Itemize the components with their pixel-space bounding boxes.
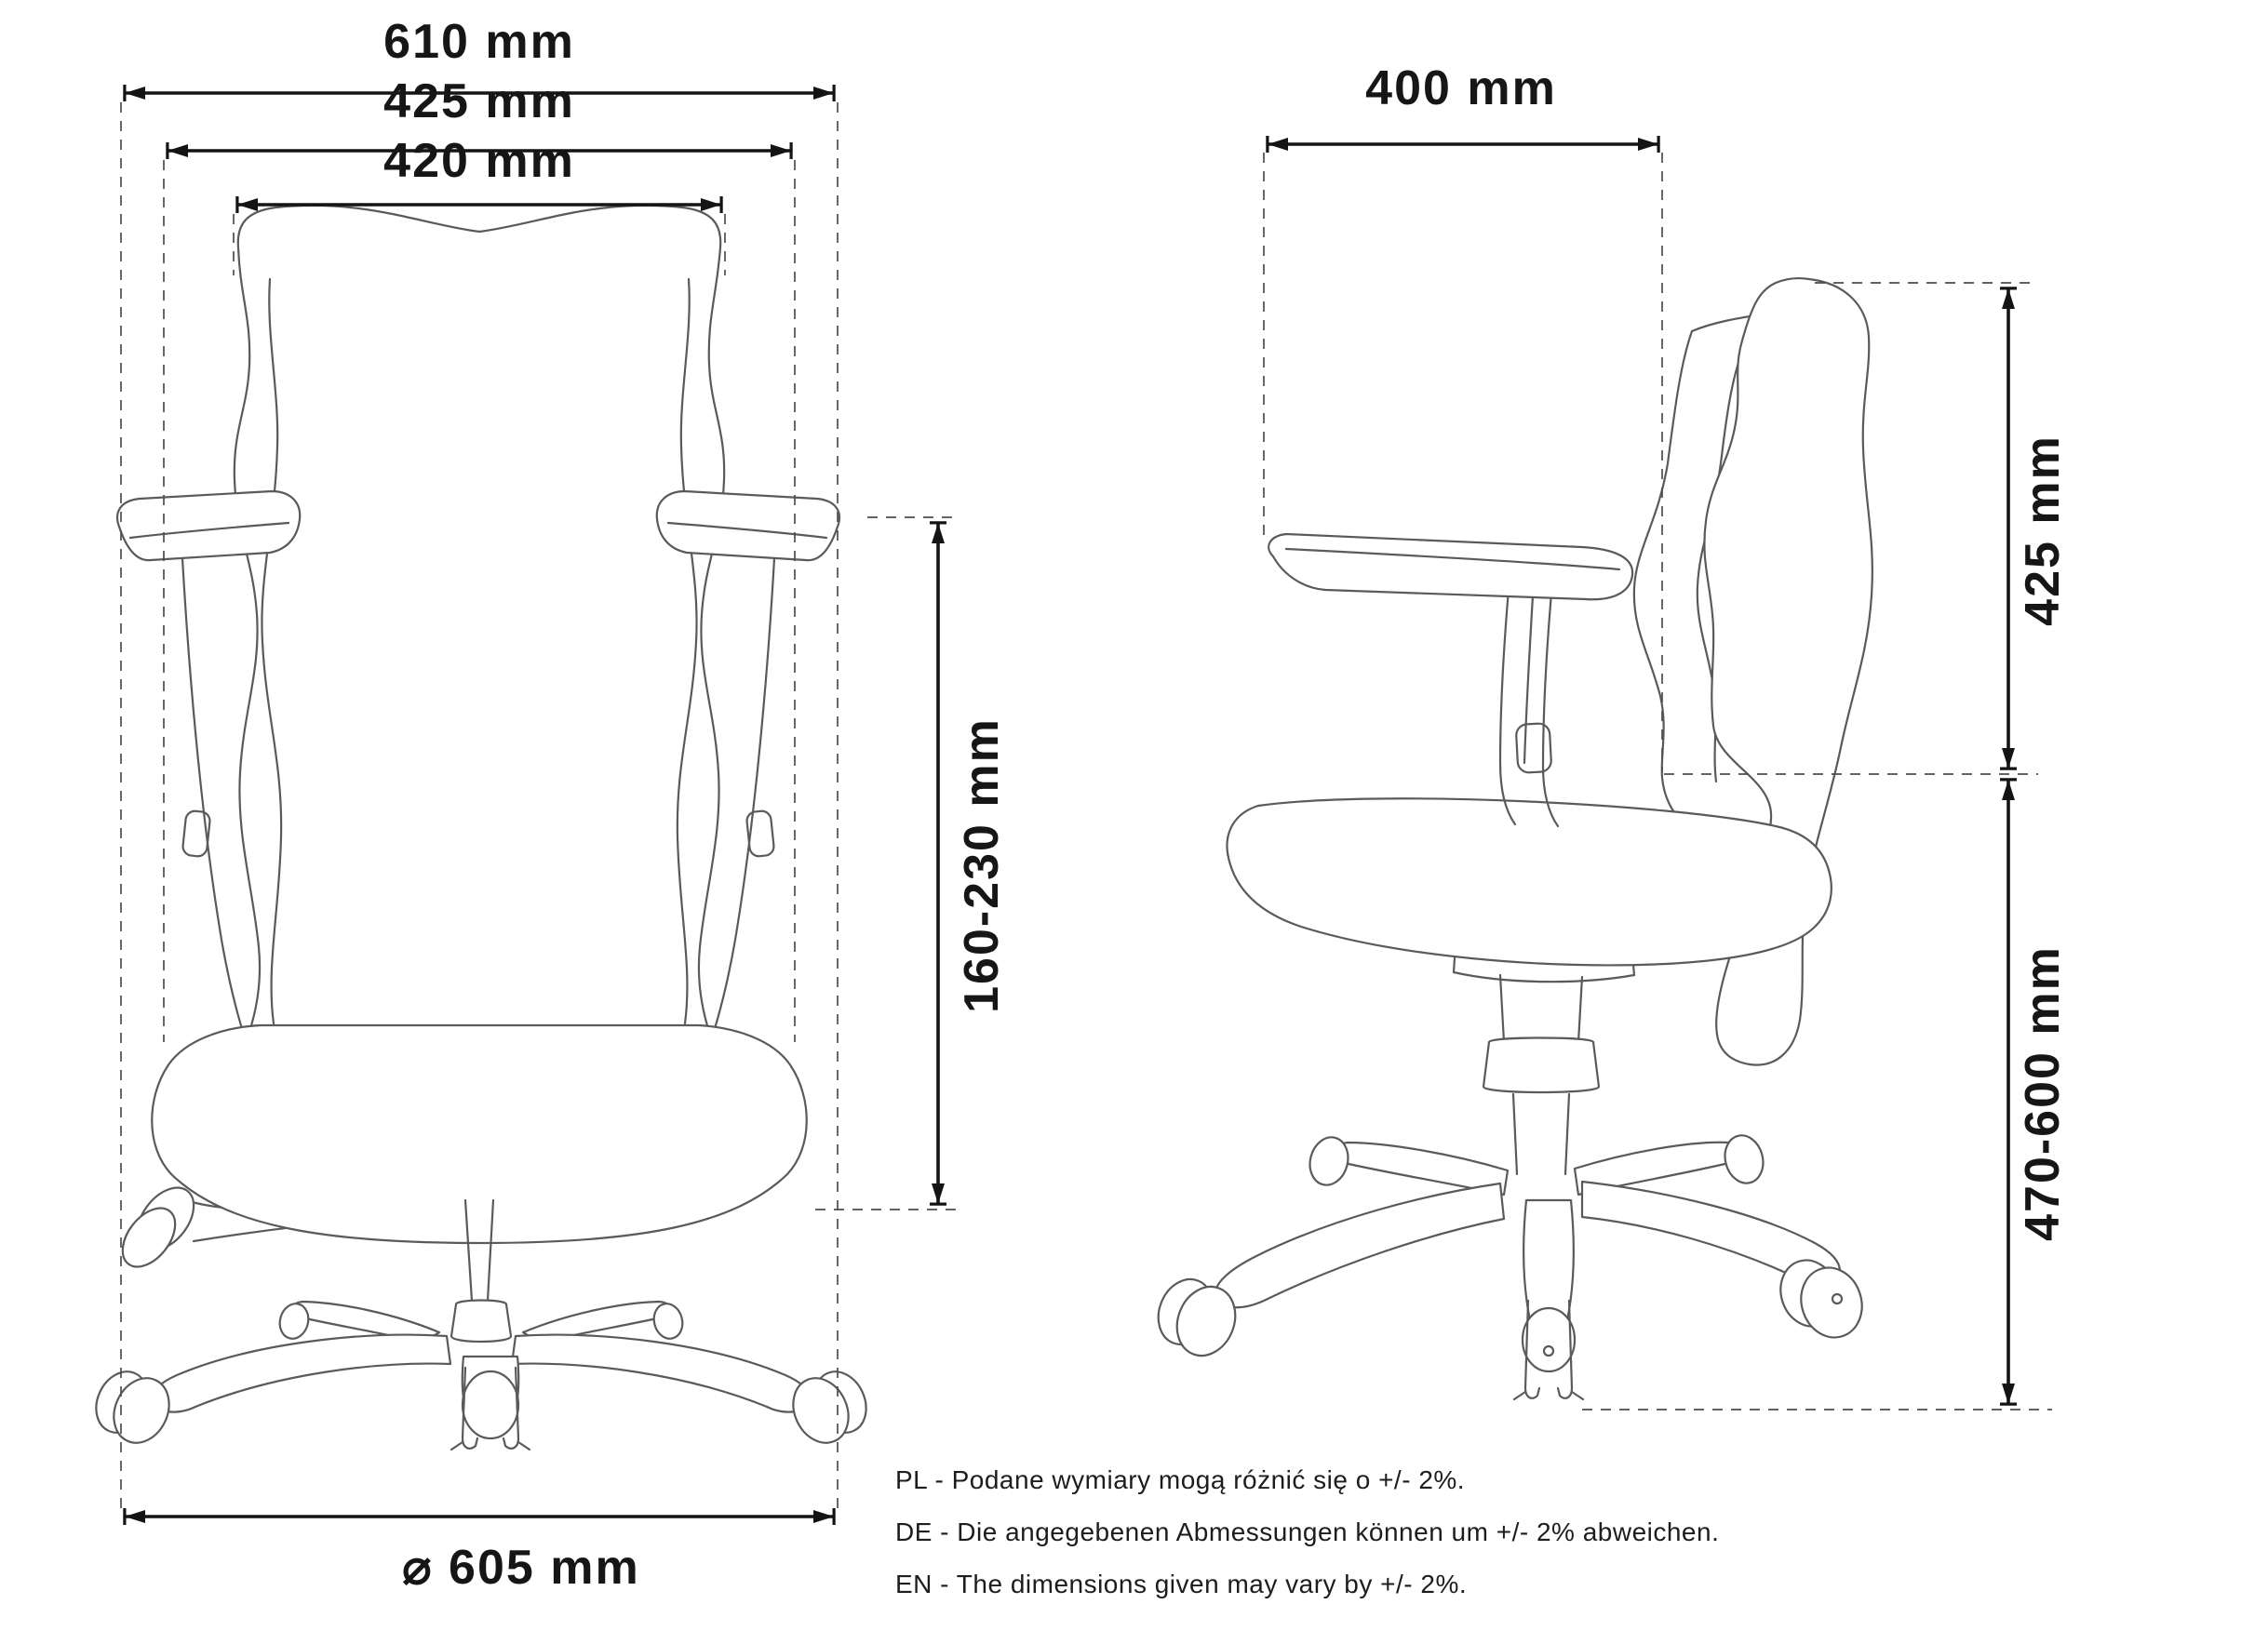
dim-base-diameter	[125, 1517, 834, 1595]
dim-label-overall-width: 610 mm	[383, 15, 575, 69]
front-view-drawing	[87, 206, 876, 1452]
dim-label-base-diameter: ⌀ 605 mm	[402, 1541, 640, 1595]
footnote-pl: PL - Podane wymiary mogą różnić się o +/- 2%.	[895, 1465, 1466, 1494]
footnote-de: DE - Die angegebenen Abmessungen können um +/- 2% abweichen.	[895, 1517, 1720, 1546]
side-view-drawing	[1149, 278, 1872, 1399]
dim-backrest-width	[237, 134, 721, 205]
side-armrest	[1268, 534, 1632, 826]
front-seat	[152, 1025, 807, 1243]
front-left-armrest-pad	[117, 491, 300, 560]
dim-label-armrest-height: 160-230 mm	[955, 717, 1009, 1013]
dim-label-backrest-height: 425 mm	[2016, 434, 2070, 626]
front-right-armrest-pad	[657, 491, 839, 560]
dim-seat-height	[2008, 780, 2070, 1404]
footnote-en: EN - The dimensions given may vary by +/- 2%.	[895, 1570, 1468, 1598]
side-seat	[1227, 798, 1831, 965]
footnotes	[895, 1465, 1719, 1598]
dim-label-seat-depth: 400 mm	[1365, 61, 1557, 115]
dim-backrest-height	[2008, 288, 2070, 769]
dim-label-seat-width: 425 mm	[383, 74, 575, 128]
dim-label-seat-height: 470-600 mm	[2016, 945, 2070, 1241]
dim-armrest-height	[938, 523, 1009, 1204]
dim-seat-depth	[1268, 61, 1658, 144]
dim-label-backrest-width: 420 mm	[383, 134, 575, 188]
front-backrest	[215, 206, 743, 1116]
